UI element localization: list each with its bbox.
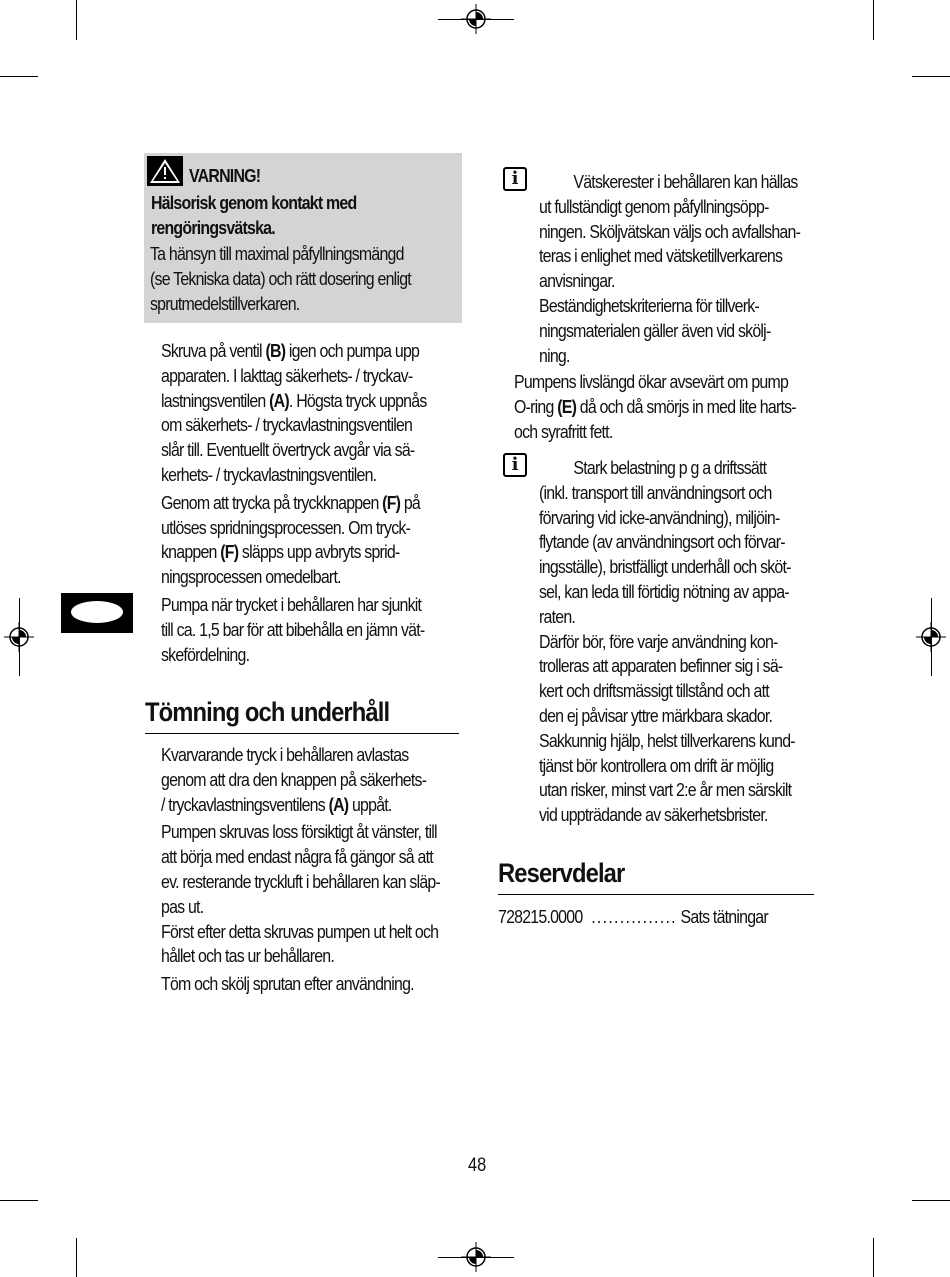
info-line: tjänst bör kontrollera om drift är möjlig bbox=[539, 754, 774, 776]
tomning-text bbox=[161, 743, 440, 1000]
info-line: Beständighetskriterierna för tillverk- bbox=[539, 294, 759, 316]
info-line: (inkl. transport till användningsort och bbox=[539, 481, 772, 503]
registration-line bbox=[438, 19, 514, 20]
info-icon: i bbox=[503, 167, 527, 191]
paragraph-line: ningsprocessen omedelbart. bbox=[161, 566, 341, 588]
warning-body-line: (se Tekniska data) och rätt dosering enligt bbox=[150, 267, 411, 289]
paragraph-line: ev. resterande tryckluft i behållaren kan släp- bbox=[161, 870, 441, 892]
section-rule bbox=[145, 733, 459, 734]
info-line: Stark belastning p g a driftssätt bbox=[573, 457, 767, 478]
info-line: ingsställe), bristfälligt underhåll och sköt- bbox=[539, 556, 791, 578]
info-line: Därför bör, före varje användning kon- bbox=[539, 630, 778, 652]
part-name: Sats tätningar bbox=[680, 906, 768, 927]
info-line: ningsmaterialen gäller även vid skölj- bbox=[539, 319, 771, 341]
paragraph-line: Pumpens livslängd ökar avsevärt om pump bbox=[514, 371, 789, 392]
section-heading-tomning: Tömning och underhåll bbox=[145, 697, 390, 727]
paragraph-line: pas ut. bbox=[161, 895, 204, 917]
paragraph-line: / tryckavlastningsventilens (A) uppåt. bbox=[161, 793, 392, 815]
info-note-1 bbox=[539, 170, 800, 368]
warning-heading bbox=[151, 191, 356, 241]
info-line: förvaring vid icke-användning), miljöin- bbox=[539, 506, 780, 528]
info-line: ning. bbox=[539, 344, 570, 366]
paragraph-line: och syrafritt fett. bbox=[514, 420, 613, 442]
registration-line bbox=[19, 598, 20, 676]
left-column-text bbox=[161, 339, 427, 670]
paragraph-line: utlöses spridningsprocessen. Om tryck- bbox=[161, 516, 411, 538]
info-line: flytande (av användningsort och förvar- bbox=[539, 531, 785, 553]
paragraph-line: Skruva på ventil (B) igen och pumpa upp bbox=[161, 340, 420, 361]
paragraph-line: Töm och skölj sprutan efter användning. bbox=[161, 973, 414, 995]
info-line: Sakkunnig hjälp, helst tillverkarens kund- bbox=[539, 729, 795, 751]
language-tab-oval bbox=[71, 601, 123, 623]
section-rule bbox=[498, 894, 814, 895]
warning-heading-line: Hälsorisk genom kontakt med bbox=[151, 192, 357, 213]
registration-line bbox=[438, 1257, 514, 1258]
warning-body-line: sprutmedelstillverkaren. bbox=[150, 292, 300, 314]
registration-line bbox=[931, 598, 932, 676]
paragraph-line: Pumpa när trycket i behållaren har sjunkit bbox=[161, 593, 422, 615]
info-line: kert och driftsmässigt tillstånd och att bbox=[539, 680, 769, 702]
pump-note bbox=[514, 370, 796, 444]
info-line: utan risker, minst vart 2:e år men särskilt bbox=[539, 779, 792, 801]
paragraph-line: knappen (F) släpps upp avbryts sprid- bbox=[161, 541, 400, 563]
warning-triangle-icon bbox=[147, 156, 183, 186]
info-line: ut fullständigt genom påfyllningsöpp- bbox=[539, 195, 769, 217]
paragraph-line: genom att dra den knappen på säkerhets- bbox=[161, 768, 427, 790]
warning-title: VARNING! bbox=[189, 165, 261, 186]
paragraph-line: apparaten. I lakttag säkerhets- / tryckav- bbox=[161, 364, 413, 386]
warning-body bbox=[150, 242, 411, 316]
paragraph-line: O-ring (E) då och då smörjs in med lite harts- bbox=[514, 395, 796, 417]
info-line: raten. bbox=[539, 605, 576, 627]
paragraph-line: kerhets- / tryckavlastningsventilen. bbox=[161, 463, 377, 485]
section-heading-reservdelar: Reservdelar bbox=[498, 858, 625, 888]
paragraph-line: Genom att trycka på tryckknappen (F) på bbox=[161, 491, 420, 513]
paragraph-line: Först efter detta skruvas pumpen ut helt och bbox=[161, 920, 439, 942]
paragraph-line: Kvarvarande tryck i behållaren avlastas bbox=[161, 744, 409, 765]
paragraph-line: skefördelning. bbox=[161, 643, 250, 665]
paragraph-line: lastningsventilen (A). Högsta tryck uppnås bbox=[161, 389, 427, 411]
info-line: sel, kan leda till förtidig nötning av appa- bbox=[539, 580, 789, 602]
part-number: 728215.0000 bbox=[498, 906, 583, 927]
info-line: Vätskerester i behållaren kan hällas bbox=[573, 171, 798, 192]
paragraph-line: hållet och tas ur behållaren. bbox=[161, 945, 335, 967]
leader-dots: ............... bbox=[591, 906, 677, 927]
info-line: vid uppträdande av säkerhetsbrister. bbox=[539, 804, 768, 826]
info-icon: i bbox=[503, 453, 527, 477]
warning-heading-line: rengöringsvätska. bbox=[151, 216, 275, 238]
paragraph-line: om säkerhets- / tryckavlastningsventilen bbox=[161, 414, 413, 436]
paragraph-line: att börja med endast några få gängor så att bbox=[161, 846, 433, 868]
info-line: teras i enlighet med vätsketillverkarens bbox=[539, 245, 783, 267]
paragraph-line: till ca. 1,5 bar för att bibehålla en jämn vät- bbox=[161, 618, 425, 640]
paragraph-line: slår till. Eventuellt övertryck avgår via sä- bbox=[161, 439, 415, 461]
info-line: trolleras att apparaten befinner sig i sä- bbox=[539, 655, 783, 677]
info-line: anvisningar. bbox=[539, 270, 615, 292]
page-number: 48 bbox=[468, 1155, 487, 1176]
info-line: ningen. Sköljvätskan väljs och avfallshan- bbox=[539, 220, 801, 242]
warning-body-line: Ta hänsyn till maximal påfyllningsmängd bbox=[150, 243, 404, 264]
paragraph-line: Pumpen skruvas loss försiktigt åt vänster, till bbox=[161, 821, 437, 843]
spare-part-row bbox=[498, 905, 768, 930]
language-tab bbox=[61, 593, 133, 633]
info-note-2 bbox=[539, 456, 795, 828]
info-line: den ej påvisar yttre märkbara skador. bbox=[539, 704, 773, 726]
